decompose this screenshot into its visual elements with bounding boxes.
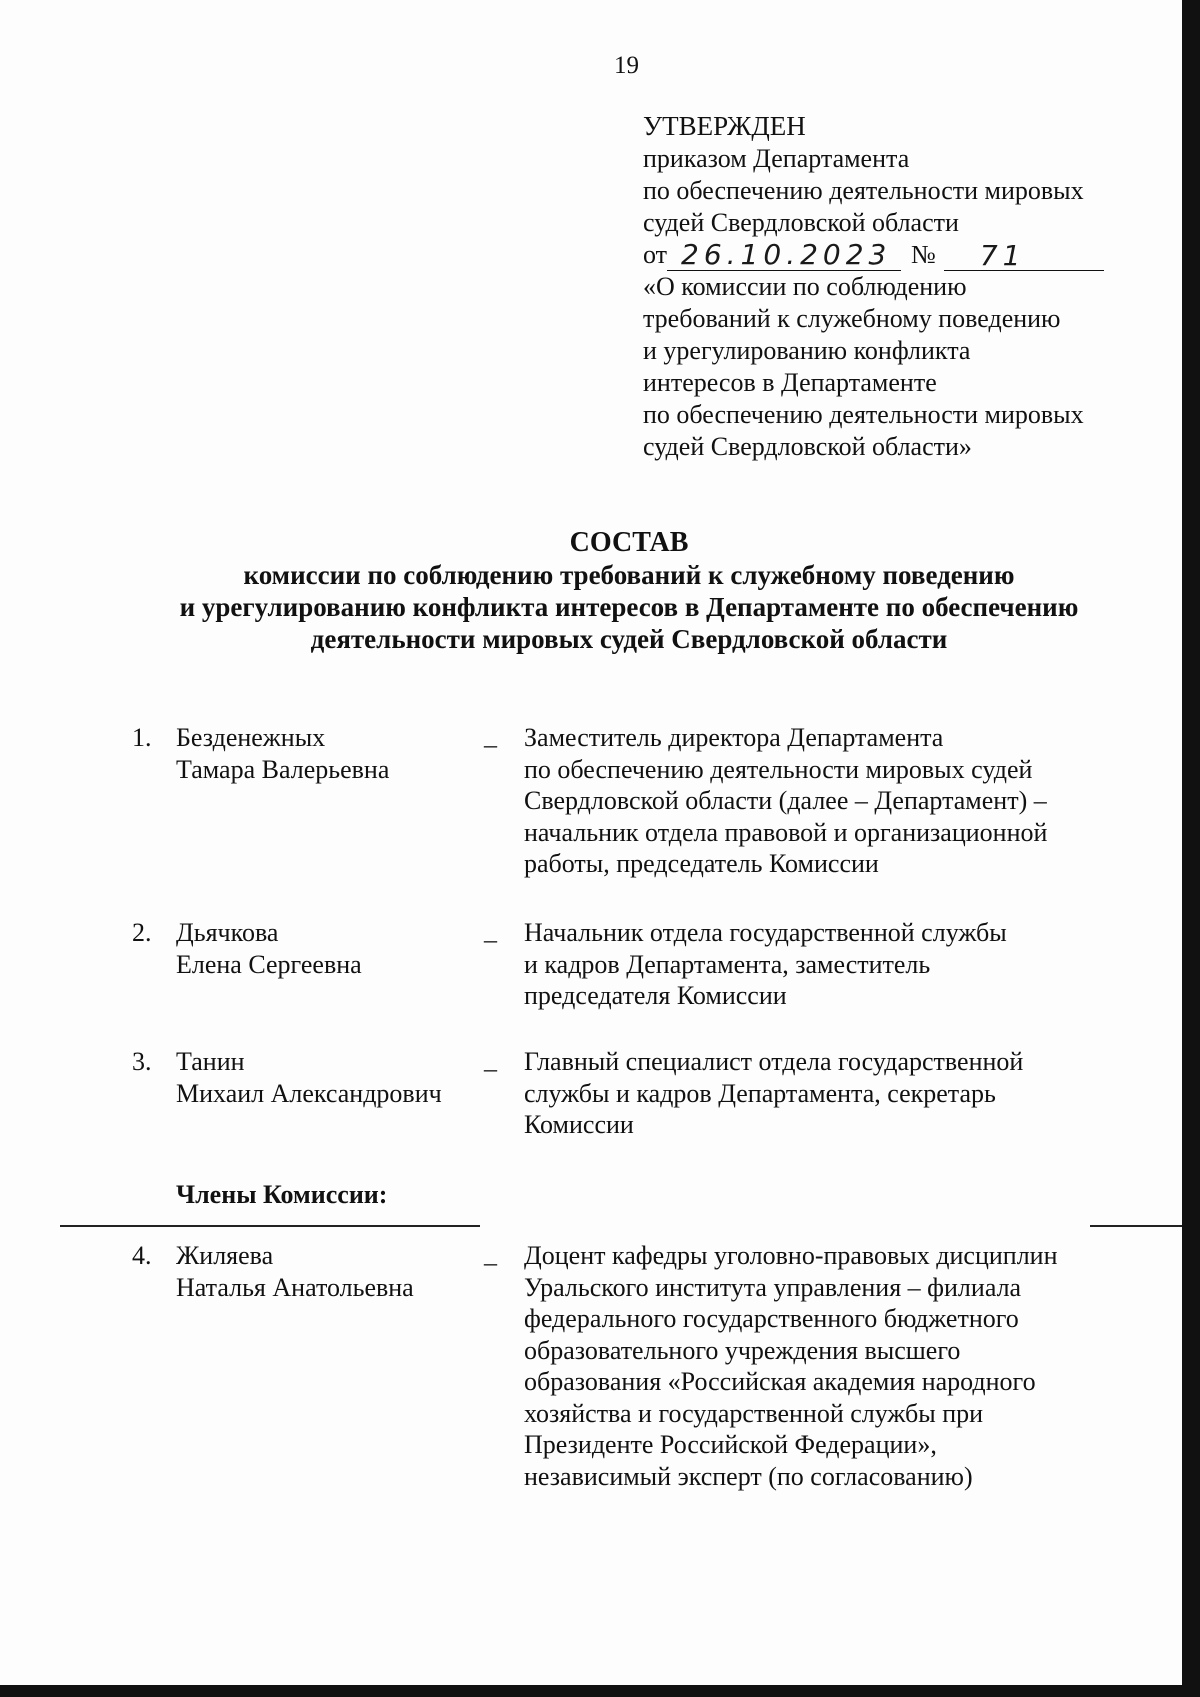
position-line: хозяйства и государственной службы при (524, 1398, 984, 1428)
position-line: Начальник отдела государственной службы (524, 918, 1007, 947)
position-line: Доцент кафедры уголовно-правовых дисциплин (524, 1241, 1058, 1270)
position-line: образовательного учреждения высшего (524, 1335, 961, 1365)
member-surname: Дьячкова (176, 918, 279, 947)
approval-line: судей Свердловской области (643, 208, 959, 237)
position-line: Уральского института управления – филиала (524, 1272, 1022, 1302)
approval-subject-line: судей Свердловской области» (643, 432, 972, 461)
approval-line: приказом Департамента (643, 144, 910, 173)
approval-subject-line: требований к служебному поведению (643, 304, 1061, 333)
approval-date-line (643, 239, 1123, 271)
members-section-title: Члены Комиссии: (176, 1180, 388, 1209)
position-line: независимый эксперт (по согласованию) (524, 1461, 973, 1491)
member-dash: _ (484, 1045, 497, 1074)
position-line: Президенте Российской Федерации», (524, 1430, 937, 1459)
page-number: 19 (614, 52, 639, 79)
scan-border-bottom (0, 1685, 1200, 1697)
position-line: федерального государственного бюджетного (524, 1304, 1019, 1333)
scan-artifact-line (1090, 1225, 1182, 1227)
approval-subject-line: и урегулированию конфликта (643, 336, 971, 365)
position-line: начальник отдела правовой и организационной (524, 817, 1048, 847)
position-line: образования «Российская академия народного (524, 1367, 1036, 1396)
approval-subject-line: «О комиссии по соблюдению (643, 272, 967, 301)
member-position (524, 1240, 1124, 1492)
position-line: Заместитель директора Департамента (524, 723, 944, 752)
position-line: по обеспечению деятельности мировых судей (524, 754, 1033, 784)
member-given-names: Михаил Александрович (176, 1078, 442, 1108)
approval-title: УТВЕРЖДЕН (643, 111, 806, 141)
approval-stamp (643, 110, 1123, 463)
approval-subject-line: по обеспечению деятельности мировых (643, 400, 1084, 429)
member-number: 3. (132, 1047, 152, 1076)
member-dash: _ (484, 721, 497, 750)
position-line: работы, председатель Комиссии (524, 849, 879, 878)
member-name (176, 1046, 476, 1109)
position-line: Главный специалист отдела государственной (524, 1047, 1024, 1076)
number-sign: № (911, 240, 936, 269)
member-name (176, 917, 476, 980)
approval-subject-line: интересов в Департаменте (643, 368, 937, 397)
member-name (176, 722, 476, 785)
member-surname: Жиляева (176, 1241, 274, 1270)
approval-line: по обеспечению деятельности мировых (643, 176, 1084, 205)
member-number: 1. (132, 723, 152, 752)
member-position (524, 722, 1124, 880)
member-given-names: Тамара Валерьевна (176, 754, 390, 784)
handwritten-number: 71 (944, 245, 1104, 271)
date-prefix: от (643, 240, 668, 269)
member-number: 4. (132, 1241, 152, 1270)
member-name (176, 1240, 476, 1303)
member-position (524, 917, 1124, 1012)
heading-title: СОСТАВ (569, 527, 689, 558)
heading-subtitle-line: деятельности мировых судей Свердловской области (310, 624, 948, 654)
member-given-names: Наталья Анатольевна (176, 1272, 414, 1302)
position-line: Свердловской области (далее – Департамент) – (524, 786, 1047, 815)
scan-artifact-line (60, 1225, 480, 1227)
document-heading (90, 527, 1168, 655)
position-line: службы и кадров Департамента, секретарь (524, 1078, 996, 1108)
heading-subtitle-line: и урегулированию конфликта интересов в Департаменте по обеспечению (179, 592, 1079, 622)
scan-border-right (1182, 0, 1200, 1697)
member-surname: Танин (176, 1047, 245, 1076)
member-position (524, 1046, 1124, 1141)
handwritten-date: 26.10.2023 (667, 244, 901, 271)
member-given-names: Елена Сергеевна (176, 949, 362, 979)
member-surname: Безденежных (176, 723, 326, 752)
member-dash: _ (484, 1239, 497, 1268)
heading-subtitle-line: комиссии по соблюдению требований к служебному поведению (243, 560, 1015, 590)
member-number: 2. (132, 918, 152, 947)
position-line: председателя Комиссии (524, 981, 787, 1010)
position-line: и кадров Департамента, заместитель (524, 949, 931, 979)
position-line: Комиссии (524, 1110, 634, 1139)
member-dash: _ (484, 916, 497, 945)
